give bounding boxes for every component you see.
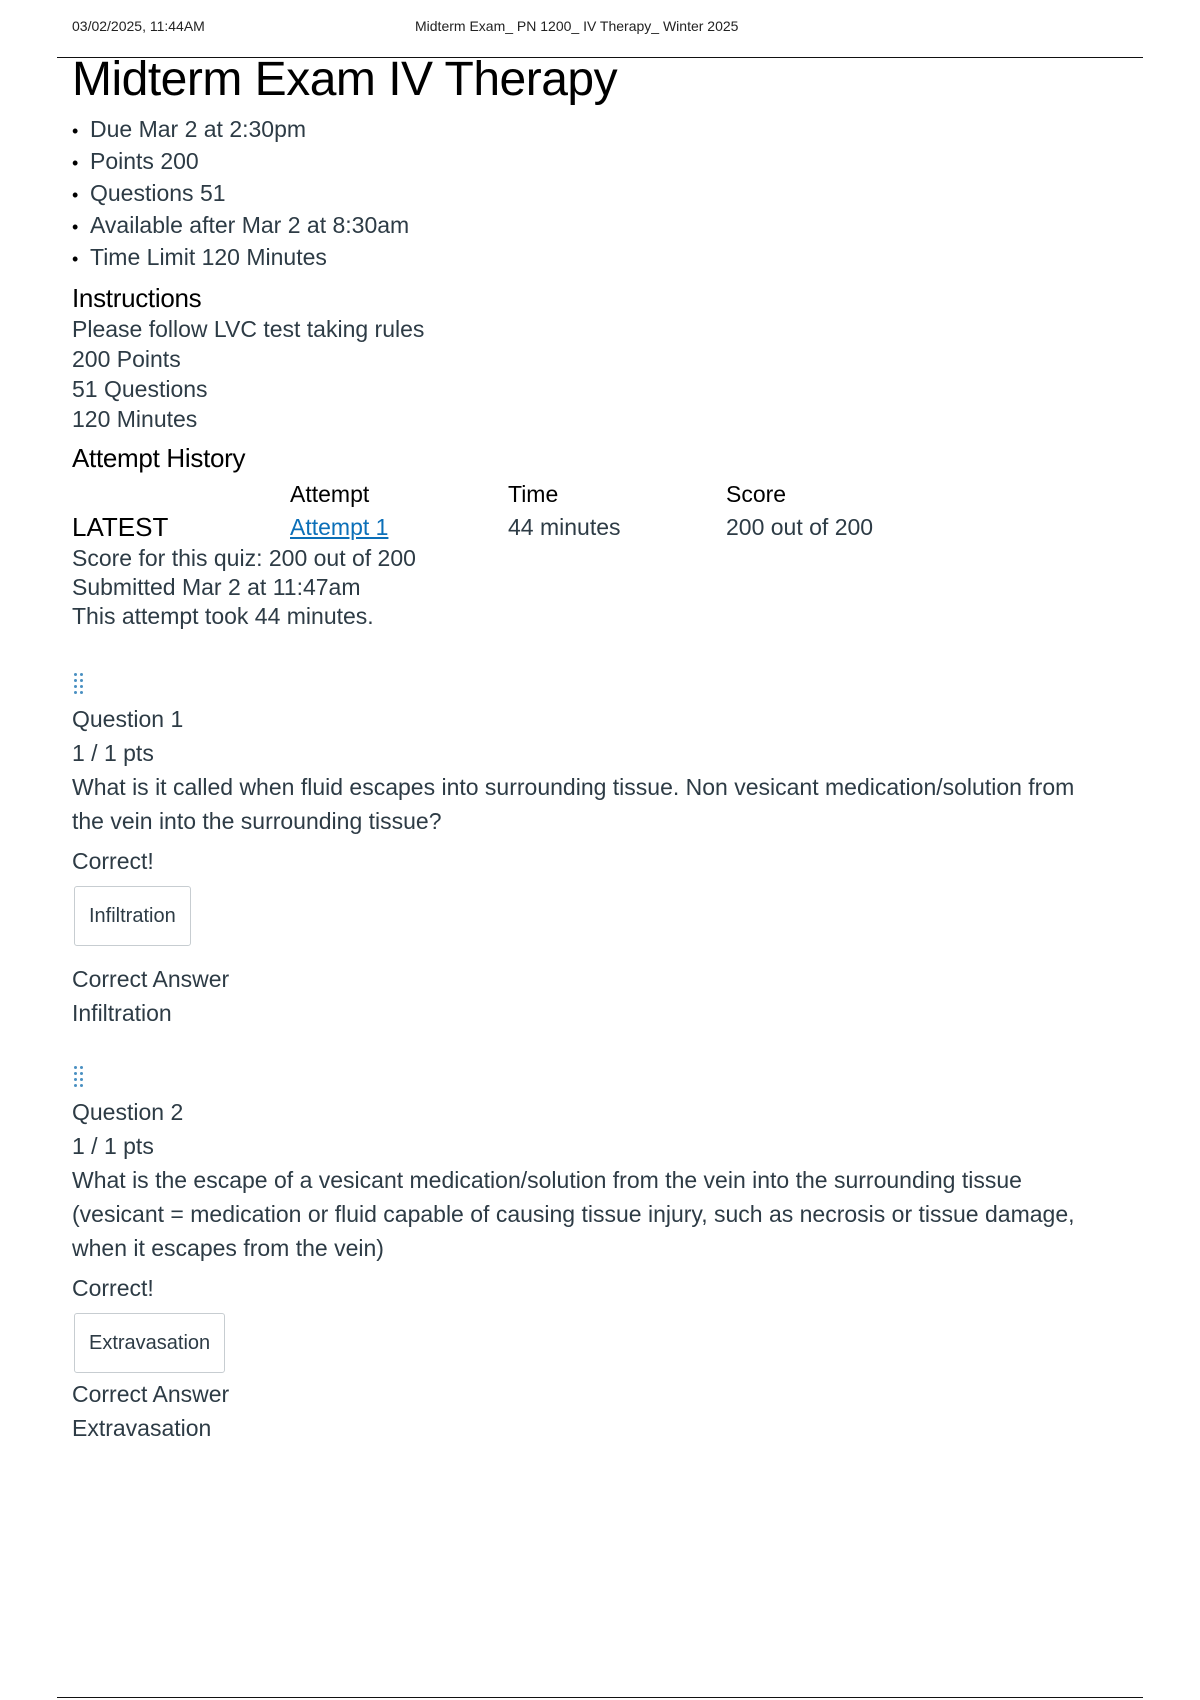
detail-questions: • Questions 51 [72,178,1122,210]
attempt-summary [72,544,1122,631]
table-header-row [72,478,873,510]
quiz-score: Score for this quiz: 200 out of 200 [72,545,416,571]
question-points: 1 / 1 pts [72,1133,154,1159]
question-result: Correct! [72,1275,154,1301]
submitted-time: Submitted Mar 2 at 11:47am [72,574,361,600]
attempt-history-heading: Attempt History [72,443,246,473]
attempt-duration: This attempt took 44 minutes. [72,603,374,629]
quiz-content [72,50,1122,1445]
instruction-line: Please follow LVC test taking rules [72,316,425,342]
detail-time-limit: • Time Limit 120 Minutes [72,242,1122,274]
question-1 [72,671,1122,1030]
latest-badge: LATEST [72,511,169,542]
drag-handle-icon[interactable] [72,1064,86,1090]
page-title: Midterm Exam IV Therapy [72,53,618,106]
instructions-body [72,314,1122,434]
instruction-line: 120 Minutes [72,406,198,432]
question-text: What is it called when fluid escapes into surrounding tissue. Non vesicant medication/solution from the vein into the surrounding tissue? [72,774,1075,834]
print-doc-title: Midterm Exam_ PN 1200_ IV Therapy_ Winter 2025 [415,18,739,34]
correct-answer: Infiltration [72,1000,172,1026]
footer-divider [57,1697,1143,1698]
attempt-history-table [72,478,873,544]
latest-label [72,510,290,544]
question-2 [72,1064,1122,1445]
header-attempt: Attempt [290,480,370,507]
question-title: Question 1 [72,706,184,732]
attempt-cell [290,510,508,544]
given-answer: Infiltration [74,886,191,946]
print-header [72,18,1142,38]
detail-points: • Points 200 [72,146,1122,178]
header-empty [72,478,290,510]
instruction-line: 200 Points [72,346,181,372]
header-time: Time [508,480,559,507]
drag-handle-icon[interactable] [72,671,86,697]
correct-answer-label: Correct Answer [72,1381,230,1407]
question-title: Question 2 [72,1099,184,1125]
score-cell: 200 out of 200 [726,513,874,540]
instruction-line: 51 Questions [72,376,208,402]
attempt-1-link[interactable]: Attempt 1 [290,513,389,540]
correct-answer-label: Correct Answer [72,966,230,992]
question-text: What is the escape of a vesicant medication/solution from the vein into the surrounding tissue (vesicant = medication or fluid capable of causing tissue injury, such as necrosis or tissue damage, when it escapes from the vein) [72,1167,1075,1261]
time-cell: 44 minutes [508,513,621,540]
instructions-heading: Instructions [72,283,202,313]
given-answer: Extravasation [74,1313,225,1373]
question-result: Correct! [72,848,154,874]
question-points: 1 / 1 pts [72,740,154,766]
header-score: Score [726,480,787,507]
detail-due: • Due Mar 2 at 2:30pm [72,114,1122,146]
print-date: 03/02/2025, 11:44AM [72,18,205,34]
detail-available: • Available after Mar 2 at 8:30am [72,210,1122,242]
table-row [72,510,873,544]
correct-answer: Extravasation [72,1415,212,1441]
quiz-details [72,114,1122,274]
